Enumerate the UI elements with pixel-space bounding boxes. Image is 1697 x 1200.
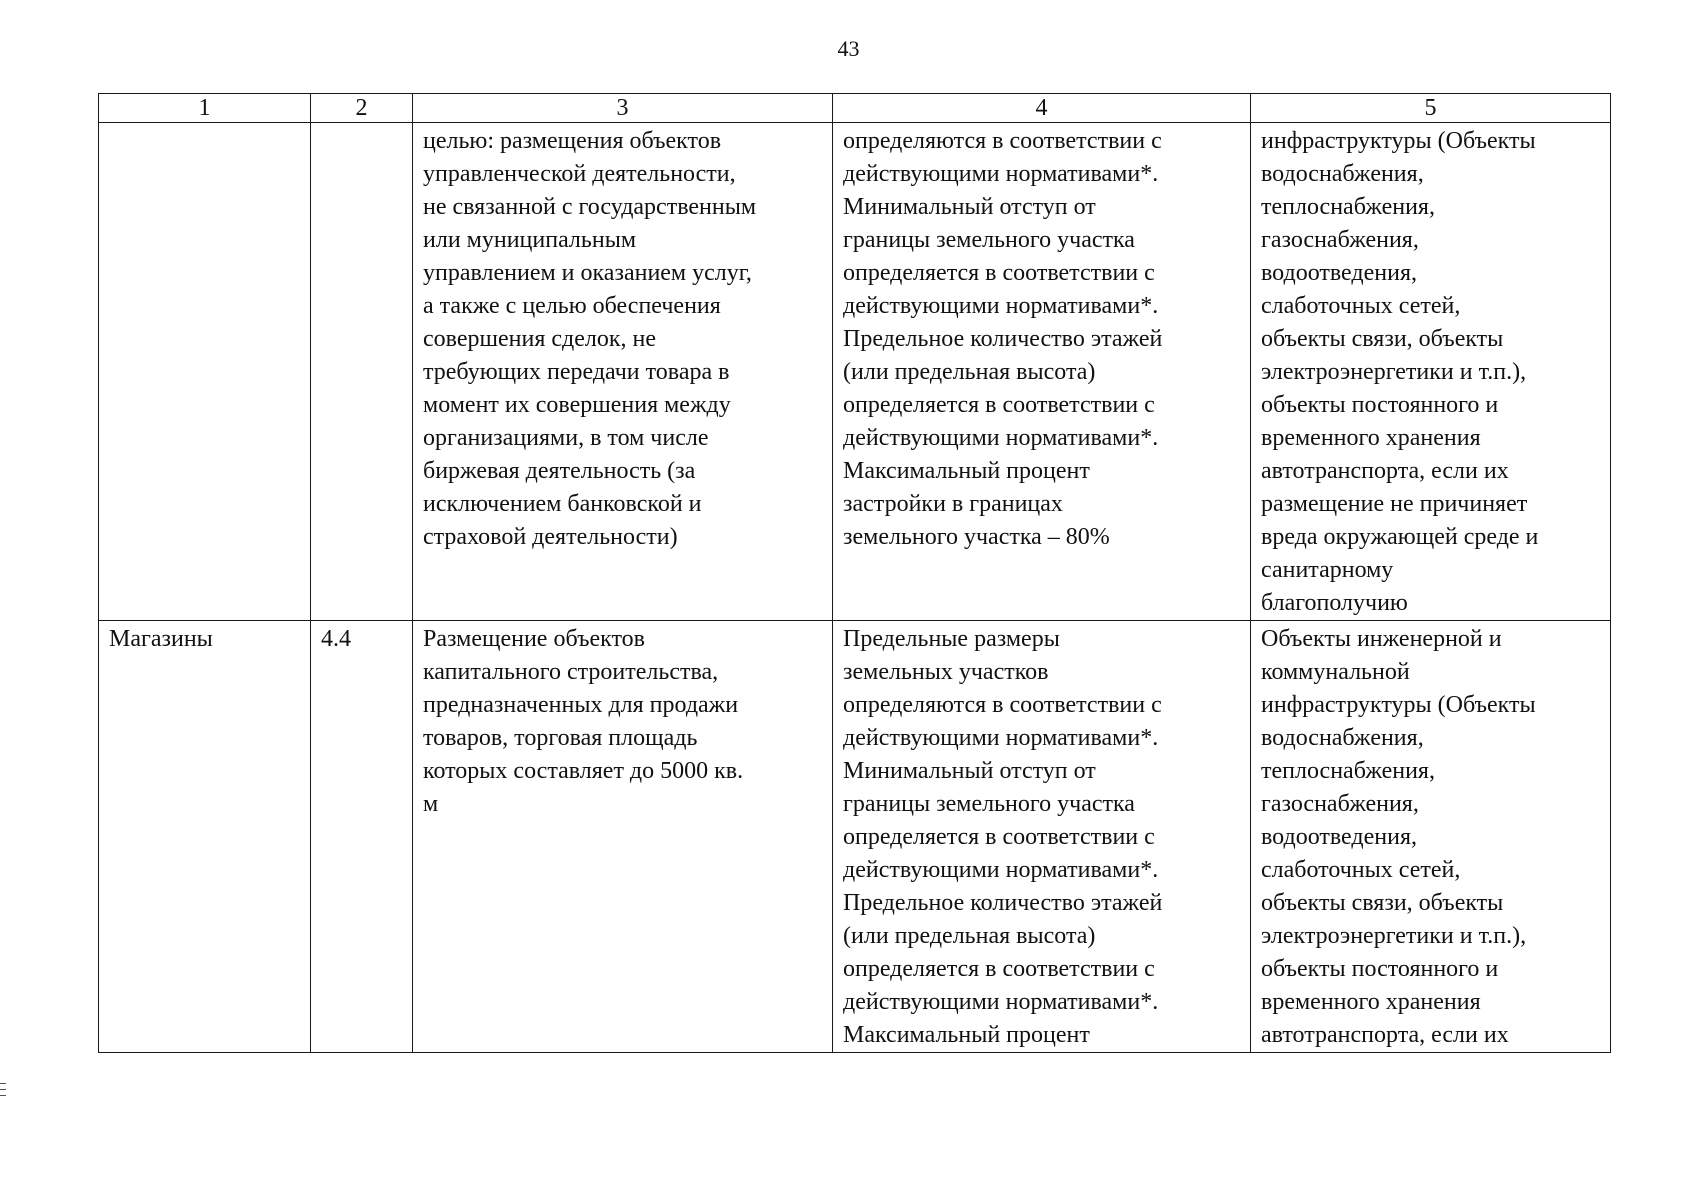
cell-text-line: коммунальной xyxy=(1261,659,1410,685)
cell-text-line: Минимальный отступ от xyxy=(843,194,1096,220)
cell-text-line: биржевая деятельность (за xyxy=(423,458,696,484)
cell-text-line: товаров, торговая площадь xyxy=(423,725,698,751)
cell-text-line: газоснабжения, xyxy=(1261,791,1419,817)
cell-text-line: действующими нормативами*. xyxy=(843,293,1159,319)
cell-text-line: инфраструктуры (Объекты xyxy=(1261,692,1536,718)
cell-text-line: благополучию xyxy=(1261,590,1408,616)
table-row xyxy=(99,621,1611,1053)
cell-text-line: Минимальный отступ от xyxy=(843,758,1096,784)
scan-artifact xyxy=(0,1083,6,1105)
cell-text-line: Магазины xyxy=(109,626,213,652)
table-header-row xyxy=(99,94,1611,123)
cell-text-line: момент их совершения между xyxy=(423,392,731,418)
cell-text-line: Размещение объектов xyxy=(423,626,645,652)
cell-text-line: временного хранения xyxy=(1261,425,1481,451)
cell-text-line: или муниципальным xyxy=(423,227,637,253)
cell-text-line: водоотведения, xyxy=(1261,260,1417,286)
cell-text-line: водоотведения, xyxy=(1261,824,1417,850)
cell-text-line: действующими нормативами*. xyxy=(843,989,1159,1015)
cell-text-line: Предельное количество этажей xyxy=(843,326,1163,352)
cell-text-line: (или предельная высота) xyxy=(843,359,1096,385)
table-cell-col1 xyxy=(99,621,311,1053)
cell-text-line: слаботочных сетей, xyxy=(1261,293,1461,319)
cell-text-line: Максимальный процент xyxy=(843,1022,1090,1048)
table-cell-col2 xyxy=(311,621,413,1053)
cell-text-line: определяется в соответствии с xyxy=(843,824,1155,850)
cell-text-line: теплоснабжения, xyxy=(1261,758,1435,784)
cell-text-line: действующими нормативами*. xyxy=(843,857,1159,883)
cell-text-line: определяются в соответствии с xyxy=(843,128,1162,154)
cell-text-line: управлением и оказанием услуг, xyxy=(423,260,752,286)
cell-text-line: определяется в соответствии с xyxy=(843,392,1155,418)
cell-text-line: целью: размещения объектов xyxy=(423,128,722,154)
cell-text-line: Предельные размеры xyxy=(843,626,1060,652)
column-header: 4 xyxy=(833,94,1251,123)
table-cell-col4 xyxy=(833,123,1251,621)
cell-text-line: Максимальный процент xyxy=(843,458,1090,484)
cell-text-line: капитального строительства, xyxy=(423,659,719,685)
cell-text-line: требующих передачи товара в xyxy=(423,359,730,385)
cell-text-line: страховой деятельности) xyxy=(423,524,678,550)
cell-text-line: объекты постоянного и xyxy=(1261,392,1499,418)
column-header: 2 xyxy=(311,94,413,123)
cell-text-line: управленческой деятельности, xyxy=(423,161,736,187)
cell-text-line: теплоснабжения, xyxy=(1261,194,1435,220)
cell-text-line: совершения сделок, не xyxy=(423,326,657,352)
cell-text-line: определяются в соответствии с xyxy=(843,692,1162,718)
cell-text-line: определяется в соответствии с xyxy=(843,260,1155,286)
cell-text-line: вреда окружающей среде и xyxy=(1261,524,1539,550)
cell-text-line: границы земельного участка xyxy=(843,791,1135,817)
cell-text-line: объекты связи, объекты xyxy=(1261,890,1504,916)
cell-text-line: предназначенных для продажи xyxy=(423,692,739,718)
cell-text-line: электроэнергетики и т.п.), xyxy=(1261,923,1527,949)
regulations-table xyxy=(98,93,1611,1053)
cell-text-line: не связанной с государственным xyxy=(423,194,757,220)
page-number: 43 xyxy=(837,36,860,61)
cell-text-line: временного хранения xyxy=(1261,989,1481,1015)
cell-text-line: действующими нормативами*. xyxy=(843,725,1159,751)
cell-text-line: газоснабжения, xyxy=(1261,227,1419,253)
cell-text-line: определяется в соответствии с xyxy=(843,956,1155,982)
cell-text-line: 4.4 xyxy=(321,626,351,652)
table-cell-col3 xyxy=(413,123,833,621)
table-cell-col3 xyxy=(413,621,833,1053)
cell-text-line: земельного участка – 80% xyxy=(843,524,1110,550)
column-header: 5 xyxy=(1251,94,1611,123)
cell-text-line: электроэнергетики и т.п.), xyxy=(1261,359,1527,385)
column-header: 3 xyxy=(413,94,833,123)
table-row xyxy=(99,123,1611,621)
cell-text-line: а также с целью обеспечения xyxy=(423,293,721,319)
cell-text-line: (или предельная высота) xyxy=(843,923,1096,949)
cell-text-line: Объекты инженерной и xyxy=(1261,626,1502,652)
cell-text-line: автотранспорта, если их xyxy=(1261,1022,1509,1048)
table-cell-col1 xyxy=(99,123,311,621)
cell-text-line: слаботочных сетей, xyxy=(1261,857,1461,883)
cell-text-line: м xyxy=(423,791,439,817)
table-cell-col5 xyxy=(1251,123,1611,621)
cell-text-line: исключением банковской и xyxy=(423,491,702,517)
cell-text-line: водоснабжения, xyxy=(1261,161,1424,187)
table-cell-col4 xyxy=(833,621,1251,1053)
cell-text-line: действующими нормативами*. xyxy=(843,425,1159,451)
cell-text-line: объекты постоянного и xyxy=(1261,956,1499,982)
table-cell-col2 xyxy=(311,123,413,621)
cell-text-line: земельных участков xyxy=(843,659,1049,685)
cell-text-line: размещение не причиняет xyxy=(1261,491,1528,517)
cell-text-line: действующими нормативами*. xyxy=(843,161,1159,187)
cell-text-line: санитарному xyxy=(1261,557,1394,583)
cell-text-line: границы земельного участка xyxy=(843,227,1135,253)
cell-text-line: инфраструктуры (Объекты xyxy=(1261,128,1536,154)
cell-text-line: водоснабжения, xyxy=(1261,725,1424,751)
cell-text-line: застройки в границах xyxy=(843,491,1063,517)
cell-text-line: объекты связи, объекты xyxy=(1261,326,1504,352)
cell-text-line: организациями, в том числе xyxy=(423,425,709,451)
table-cell-col5 xyxy=(1251,621,1611,1053)
column-header: 1 xyxy=(99,94,311,123)
cell-text-line: которых составляет до 5000 кв. xyxy=(423,758,744,784)
cell-text-line: автотранспорта, если их xyxy=(1261,458,1509,484)
cell-text-line: Предельное количество этажей xyxy=(843,890,1163,916)
